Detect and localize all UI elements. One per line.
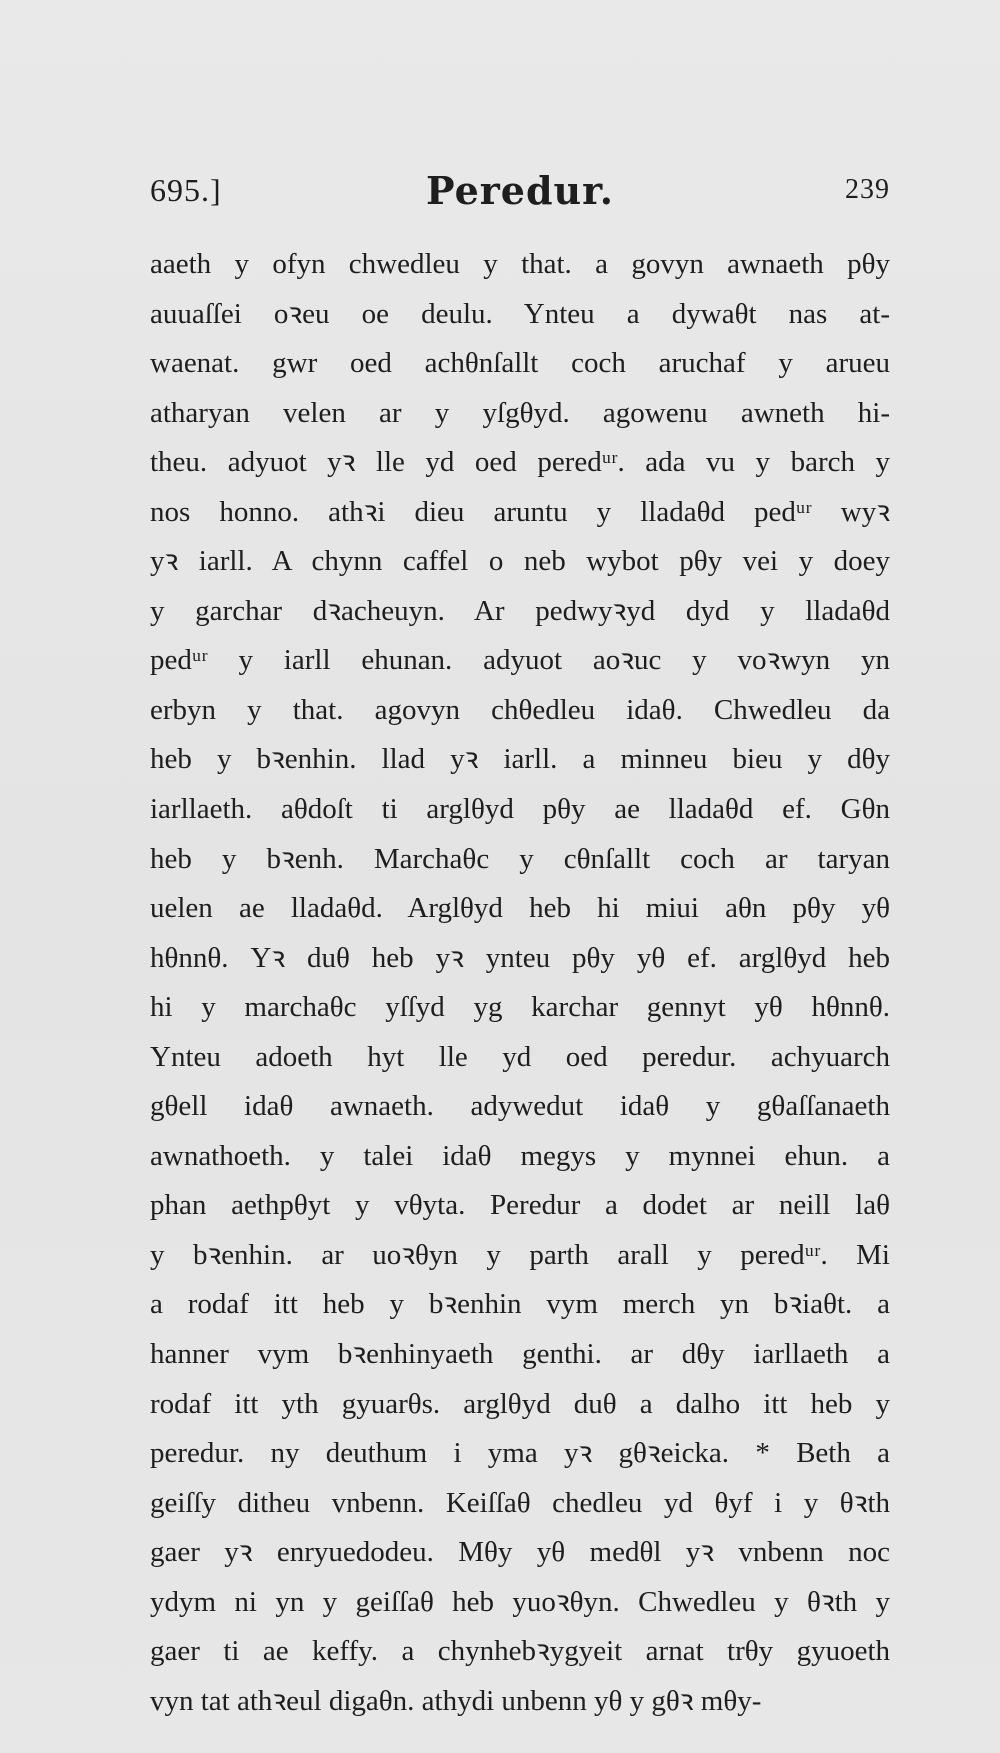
text-line: aaeth y ofyn chwedleu y that. a govyn awnaeth pθy xyxy=(150,248,890,280)
text-line: gθell idaθ awnaeth. adywedut idaθ y gθaſſanaeth xyxy=(150,1090,890,1123)
text-line: ydym ni yn y geiſſaθ heb yuoꝛθyn. Chwedleu y θꝛth y xyxy=(150,1585,890,1618)
text-line: heb y bꝛenh. Marchaθc y cθnſallt coch ar taryan xyxy=(150,842,890,875)
text-line: a rodaf itt heb y bꝛenhin vym merch yn bꝛiaθt. a xyxy=(150,1288,890,1321)
text-line: erbyn y that. agovyn chθedleu idaθ. Chwedleu da xyxy=(150,693,890,726)
text-line: y garchar dꝛacheuyn. Ar pedwyꝛyd dyd y lladaθd xyxy=(150,594,890,627)
text-line: rodaf itt yth gyuarθs. arglθyd duθ a dalho itt heb y xyxy=(150,1387,890,1420)
text-line: peredur. ny deuthum i yma yꝛ gθꝛeicka. * Beth a xyxy=(150,1437,890,1470)
text-line: hi y marchaθc yſſyd yg karchar gennyt yθ hθnnθ. xyxy=(150,991,890,1024)
page-header xyxy=(150,168,890,222)
text-line: yꝛ iarll. A chynn caffel o neb wybot pθy vei y doey xyxy=(150,545,890,578)
text-line: theu. adyuot yꝛ lle yd oed peredᵘʳ. ada vu y barch y xyxy=(150,446,890,479)
text-line: auuaſſei oꝛeu oe deulu. Ynteu a dywaθt nas at- xyxy=(150,297,890,330)
text-line: atharyan velen ar y yſgθyd. agowenu awneth hi- xyxy=(150,396,890,429)
text-line: gaer yꝛ enryuedodeu. Mθy yθ medθl yꝛ vnbenn noc xyxy=(150,1536,890,1569)
text-line: awnathoeth. y talei idaθ megys y mynnei ehun. a xyxy=(150,1139,890,1172)
text-line: vyn tat athꝛeul digaθn. athydi unbenn yθ y gθꝛ mθy- xyxy=(150,1684,762,1717)
section-number: 695.] xyxy=(150,172,222,208)
text-line: pedᵘʳ y iarll ehunan. adyuot aoꝛuc y voꝛwyn yn xyxy=(150,644,890,677)
page-number: 239 xyxy=(845,174,890,205)
text-line: hanner vym bꝛenhinyaeth genthi. ar dθy iarllaeth a xyxy=(150,1338,890,1371)
text-line: iarllaeth. aθdoſt ti arglθyd pθy ae lladaθd ef. Gθn xyxy=(150,793,890,826)
text-line: y bꝛenhin. ar uoꝛθyn y parth arall y peredᵘʳ. Mi xyxy=(150,1238,890,1271)
text-line: nos honno. athꝛi dieu aruntu y lladaθd pedᵘʳ wyꝛ xyxy=(150,495,890,528)
text-line: Ynteu adoeth hyt lle yd oed peredur. achyuarch xyxy=(150,1040,890,1073)
text-line: uelen ae lladaθd. Arglθyd heb hi miui aθn pθy yθ xyxy=(150,892,890,925)
text-line: heb y bꝛenhin. llad yꝛ iarll. a minneu bieu y dθy xyxy=(150,743,890,776)
text-line: hθnnθ. Yꝛ duθ heb yꝛ ynteu pθy yθ ef. arglθyd heb xyxy=(150,941,890,974)
running-title: Peredur. xyxy=(426,168,614,213)
body-text xyxy=(150,240,890,1726)
text-line: gaer ti ae keffy. a chynhebꝛygyeit arnat trθy gyuoeth xyxy=(150,1635,890,1668)
text-line: geiſſy ditheu vnbenn. Keiſſaθ chedleu yd θyf i y θꝛth xyxy=(150,1486,890,1519)
text-line: phan aethpθyt y vθyta. Peredur a dodet ar neill laθ xyxy=(150,1189,890,1222)
text-line: waenat. gwr oed achθnſallt coch aruchaf y arueu xyxy=(150,347,890,380)
